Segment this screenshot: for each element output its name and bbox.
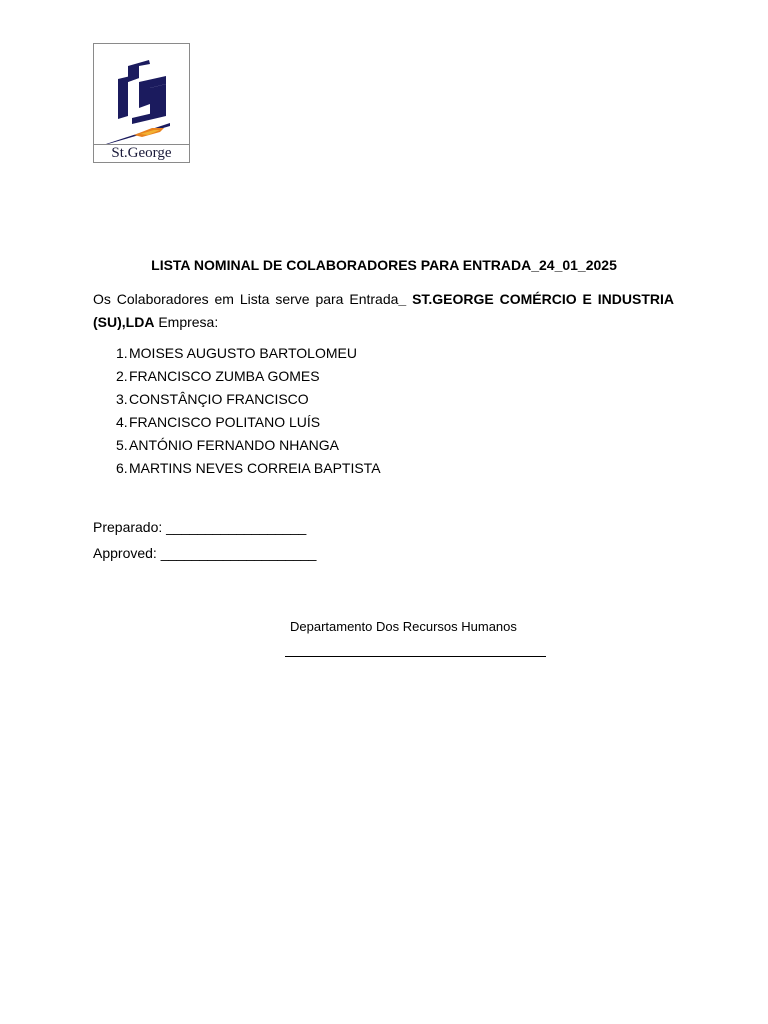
- company-logo: [93, 43, 190, 163]
- list-item: [93, 434, 381, 457]
- approved-signature-line: Approved: ____________________: [93, 545, 317, 561]
- prepared-signature-line: Preparado: __________________: [93, 519, 307, 535]
- intro-paragraph: [93, 288, 674, 334]
- collaborator-list: [93, 342, 381, 480]
- list-item-number: 3.: [116, 391, 128, 407]
- list-item-name: FRANCISCO ZUMBA GOMES: [129, 368, 320, 384]
- st-george-emblem-icon: [94, 44, 189, 144]
- department-name: Departamento Dos Recursos Humanos: [290, 619, 517, 634]
- document-title: LISTA NOMINAL DE COLABORADORES PARA ENTRADA_24_01_2025: [151, 257, 617, 273]
- list-item: [93, 388, 381, 411]
- list-item-name: MOISES AUGUSTO BARTOLOMEU: [129, 345, 357, 361]
- list-item-number: 5.: [116, 437, 128, 453]
- intro-prefix: Os Colaboradores em Lista serve para Entrada: [93, 291, 399, 307]
- list-item-number: 6.: [116, 460, 128, 476]
- department-signature-line: [285, 656, 546, 657]
- list-item: [93, 365, 381, 388]
- list-item-number: 2.: [116, 368, 128, 384]
- list-item-number: 1.: [116, 345, 128, 361]
- list-item-name: ANTÓNIO FERNANDO NHANGA: [129, 437, 340, 453]
- list-item: [93, 342, 381, 365]
- list-item-name: FRANCISCO POLITANO LUÍS: [129, 414, 321, 430]
- list-item-name: MARTINS NEVES CORREIA BAPTISTA: [129, 460, 381, 476]
- intro-suffix: Empresa:: [154, 314, 219, 330]
- list-item: [93, 457, 381, 480]
- intro-company-name: _ ST.GEORGE COMÉRCIO E INDUSTRIA (SU),LDA: [93, 291, 674, 330]
- list-item: [93, 411, 381, 434]
- list-item-name: CONSTÂNÇIO FRANCISCO: [129, 391, 309, 407]
- list-item-number: 4.: [116, 414, 128, 430]
- logo-brand-text: St.George: [111, 145, 172, 161]
